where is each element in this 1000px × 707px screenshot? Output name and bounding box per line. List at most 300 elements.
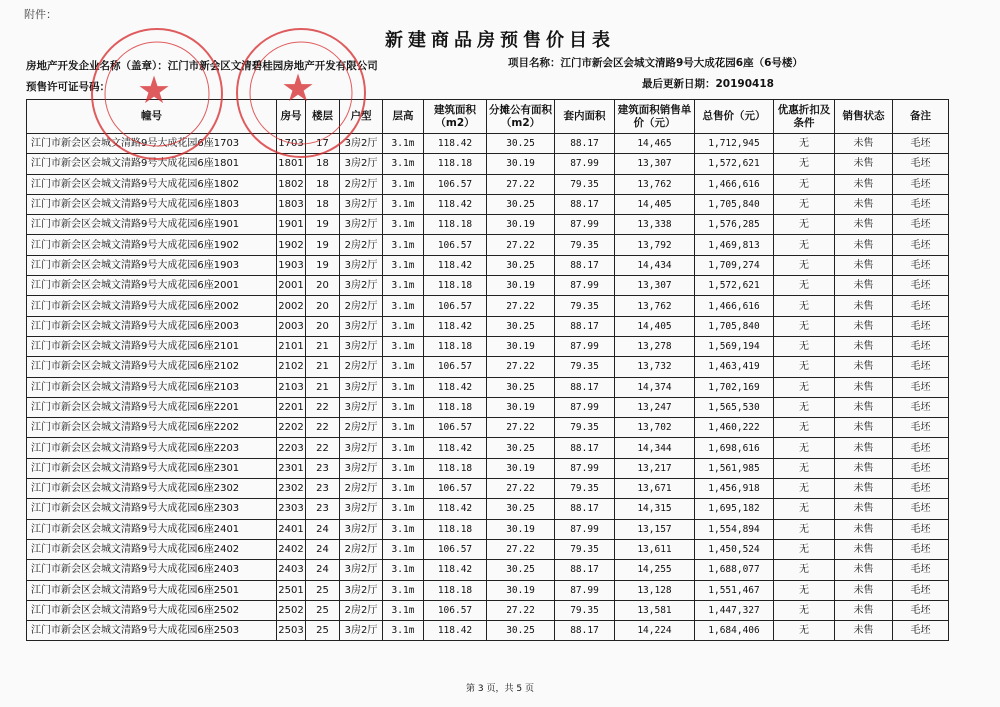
table-cell: 未售 (835, 296, 893, 316)
table-cell: 江门市新会区会城文清路9号大成花园6座2202 (27, 418, 277, 438)
table-cell: 27.22 (487, 174, 555, 194)
table-cell: 未售 (835, 134, 893, 154)
table-cell: 2房2厅 (340, 235, 383, 255)
table-cell: 30.25 (487, 560, 555, 580)
table-cell: 无 (774, 418, 835, 438)
permit-line (26, 79, 110, 94)
table-cell: 无 (774, 580, 835, 600)
table-row (27, 397, 949, 417)
table-cell: 14,255 (615, 560, 695, 580)
table-row (27, 621, 949, 641)
table-cell: 未售 (835, 418, 893, 438)
column-header: 套内面积 (555, 100, 615, 134)
table-cell: 118.18 (424, 519, 487, 539)
table-cell: 江门市新会区会城文清路9号大成花园6座2203 (27, 438, 277, 458)
table-cell: 3.1m (383, 539, 424, 559)
table-cell: 1,561,985 (695, 458, 774, 478)
table-cell: 2房2厅 (340, 479, 383, 499)
table-cell: 79.35 (555, 296, 615, 316)
table-cell: 2203 (277, 438, 306, 458)
table-cell: 87.99 (555, 458, 615, 478)
table-cell: 106.57 (424, 600, 487, 620)
table-cell: 2102 (277, 357, 306, 377)
table-cell: 14,374 (615, 377, 695, 397)
table-cell: 3.1m (383, 418, 424, 438)
table-cell: 88.17 (555, 560, 615, 580)
column-header: 优惠折扣及条件 (774, 100, 835, 134)
table-cell: 无 (774, 438, 835, 458)
table-cell: 3.1m (383, 154, 424, 174)
table-cell: 3.1m (383, 235, 424, 255)
table-cell: 1,466,616 (695, 296, 774, 316)
table-row (27, 539, 949, 559)
table-cell: 无 (774, 255, 835, 275)
table-cell: 22 (306, 397, 340, 417)
table-cell: 30.19 (487, 458, 555, 478)
table-cell: 118.42 (424, 134, 487, 154)
table-cell: 1,565,530 (695, 397, 774, 417)
table-cell: 19 (306, 235, 340, 255)
table-cell: 3房2厅 (340, 134, 383, 154)
column-header: 建筑面积销售单价（元） (615, 100, 695, 134)
table-cell: 2房2厅 (340, 174, 383, 194)
table-row (27, 377, 949, 397)
table-cell: 毛坯 (893, 580, 949, 600)
table-cell: 106.57 (424, 479, 487, 499)
table-cell: 3房2厅 (340, 438, 383, 458)
table-cell: 未售 (835, 438, 893, 458)
table-cell: 13,671 (615, 479, 695, 499)
table-cell: 无 (774, 296, 835, 316)
table-cell: 30.19 (487, 580, 555, 600)
table-cell: 无 (774, 560, 835, 580)
table-cell: 30.25 (487, 194, 555, 214)
table-cell: 江门市新会区会城文清路9号大成花园6座2001 (27, 276, 277, 296)
table-cell: 87.99 (555, 276, 615, 296)
table-row (27, 134, 949, 154)
table-cell: 无 (774, 316, 835, 336)
table-cell: 2401 (277, 519, 306, 539)
table-cell: 30.19 (487, 215, 555, 235)
table-cell: 2403 (277, 560, 306, 580)
table-cell: 27.22 (487, 296, 555, 316)
table-cell: 79.35 (555, 235, 615, 255)
table-cell: 24 (306, 539, 340, 559)
table-cell: 22 (306, 418, 340, 438)
table-cell: 3房2厅 (340, 215, 383, 235)
table-cell: 3.1m (383, 519, 424, 539)
table-cell: 1902 (277, 235, 306, 255)
table-cell: 无 (774, 174, 835, 194)
column-header: 建筑面积（m2） (424, 100, 487, 134)
table-cell: 24 (306, 560, 340, 580)
table-cell: 1,712,945 (695, 134, 774, 154)
table-cell: 3房2厅 (340, 377, 383, 397)
table-cell: 无 (774, 215, 835, 235)
table-cell: 未售 (835, 621, 893, 641)
column-header: 销售状态 (835, 100, 893, 134)
table-cell: 无 (774, 519, 835, 539)
table-cell: 毛坯 (893, 458, 949, 478)
table-cell: 21 (306, 377, 340, 397)
table-cell: 无 (774, 235, 835, 255)
table-cell: 毛坯 (893, 316, 949, 336)
table-cell: 江门市新会区会城文清路9号大成花园6座2503 (27, 621, 277, 641)
table-cell: 未售 (835, 174, 893, 194)
table-cell: 20 (306, 316, 340, 336)
table-cell: 118.18 (424, 215, 487, 235)
table-cell: 88.17 (555, 499, 615, 519)
table-cell: 无 (774, 276, 835, 296)
table-cell: 2101 (277, 336, 306, 356)
table-cell: 1,450,524 (695, 539, 774, 559)
project-label: 项目名称： (508, 57, 561, 69)
table-cell: 2003 (277, 316, 306, 336)
table-cell: 87.99 (555, 215, 615, 235)
table-cell: 无 (774, 336, 835, 356)
table-row (27, 438, 949, 458)
table-cell: 毛坯 (893, 519, 949, 539)
table-cell: 17 (306, 134, 340, 154)
column-header: 户型 (340, 100, 383, 134)
table-cell: 江门市新会区会城文清路9号大成花园6座1903 (27, 255, 277, 275)
table-cell: 3.1m (383, 215, 424, 235)
table-cell: 江门市新会区会城文清路9号大成花园6座2101 (27, 336, 277, 356)
table-cell: 27.22 (487, 479, 555, 499)
table-cell: 1,466,616 (695, 174, 774, 194)
table-cell: 未售 (835, 479, 893, 499)
table-cell: 未售 (835, 316, 893, 336)
table-cell: 江门市新会区会城文清路9号大成花园6座2002 (27, 296, 277, 316)
project-name: 江门市新会区会城文清路9号大成花园6座（6号楼） (560, 57, 803, 69)
table-cell: 30.19 (487, 336, 555, 356)
table-cell: 无 (774, 499, 835, 519)
table-cell: 87.99 (555, 336, 615, 356)
table-cell: 3.1m (383, 357, 424, 377)
table-cell: 3房2厅 (340, 519, 383, 539)
table-row (27, 276, 949, 296)
table-cell: 88.17 (555, 194, 615, 214)
table-cell: 106.57 (424, 235, 487, 255)
table-cell: 未售 (835, 600, 893, 620)
table-cell: 27.22 (487, 539, 555, 559)
table-cell: 25 (306, 580, 340, 600)
table-cell: 江门市新会区会城文清路9号大成花园6座1803 (27, 194, 277, 214)
table-cell: 江门市新会区会城文清路9号大成花园6座2401 (27, 519, 277, 539)
table-cell: 21 (306, 357, 340, 377)
table-cell: 江门市新会区会城文清路9号大成花园6座2502 (27, 600, 277, 620)
table-cell: 2202 (277, 418, 306, 438)
table-cell: 毛坯 (893, 174, 949, 194)
table-cell: 1,684,406 (695, 621, 774, 641)
table-cell: 106.57 (424, 357, 487, 377)
column-header: 房号 (277, 100, 306, 134)
table-cell: 无 (774, 621, 835, 641)
developer-line (26, 58, 378, 73)
table-cell: 江门市新会区会城文清路9号大成花园6座2303 (27, 499, 277, 519)
table-row (27, 255, 949, 275)
table-cell: 23 (306, 499, 340, 519)
table-cell: 14,405 (615, 194, 695, 214)
table-cell: 13,278 (615, 336, 695, 356)
table-cell: 2002 (277, 296, 306, 316)
table-cell: 79.35 (555, 174, 615, 194)
table-cell: 3.1m (383, 499, 424, 519)
table-cell: 1703 (277, 134, 306, 154)
table-cell: 1901 (277, 215, 306, 235)
table-cell: 88.17 (555, 134, 615, 154)
table-cell: 1,576,285 (695, 215, 774, 235)
table-cell: 3.1m (383, 621, 424, 641)
table-cell: 1,572,621 (695, 154, 774, 174)
table-cell: 毛坯 (893, 255, 949, 275)
table-cell: 1903 (277, 255, 306, 275)
star-icon: ★ (281, 66, 316, 110)
table-cell: 3.1m (383, 397, 424, 417)
table-cell: 79.35 (555, 357, 615, 377)
table-cell: 江门市新会区会城文清路9号大成花园6座2301 (27, 458, 277, 478)
table-cell: 毛坯 (893, 357, 949, 377)
table-row (27, 560, 949, 580)
updated-date: 20190418 (715, 78, 774, 90)
table-cell: 23 (306, 458, 340, 478)
table-cell: 1,709,274 (695, 255, 774, 275)
table-row (27, 316, 949, 336)
table-cell: 1,569,194 (695, 336, 774, 356)
table-cell: 13,157 (615, 519, 695, 539)
table-cell: 未售 (835, 276, 893, 296)
table-cell: 1,456,918 (695, 479, 774, 499)
table-cell: 3房2厅 (340, 255, 383, 275)
table-cell: 毛坯 (893, 621, 949, 641)
table-cell: 未售 (835, 235, 893, 255)
table-cell: 1,688,077 (695, 560, 774, 580)
table-cell: 江门市新会区会城文清路9号大成花园6座1802 (27, 174, 277, 194)
table-header-row (27, 100, 949, 134)
table-cell: 118.18 (424, 397, 487, 417)
table-cell: 毛坯 (893, 438, 949, 458)
table-cell: 1801 (277, 154, 306, 174)
table-cell: 江门市新会区会城文清路9号大成花园6座2102 (27, 357, 277, 377)
table-cell: 江门市新会区会城文清路9号大成花园6座2201 (27, 397, 277, 417)
table-cell: 3房2厅 (340, 194, 383, 214)
table-cell: 18 (306, 194, 340, 214)
table-cell: 无 (774, 134, 835, 154)
table-row (27, 336, 949, 356)
table-cell: 江门市新会区会城文清路9号大成花园6座1703 (27, 134, 277, 154)
table-cell: 3房2厅 (340, 458, 383, 478)
table-cell: 87.99 (555, 154, 615, 174)
table-cell: 未售 (835, 539, 893, 559)
table-cell: 19 (306, 215, 340, 235)
table-cell: 毛坯 (893, 397, 949, 417)
table-row (27, 479, 949, 499)
table-cell: 14,405 (615, 316, 695, 336)
table-cell: 未售 (835, 215, 893, 235)
table-cell: 毛坯 (893, 134, 949, 154)
table-cell: 未售 (835, 154, 893, 174)
table-row (27, 194, 949, 214)
table-cell: 2402 (277, 539, 306, 559)
table-cell: 30.25 (487, 316, 555, 336)
table-cell: 毛坯 (893, 418, 949, 438)
table-cell: 118.18 (424, 154, 487, 174)
table-cell: 未售 (835, 458, 893, 478)
table-cell: 2201 (277, 397, 306, 417)
table-cell: 14,434 (615, 255, 695, 275)
table-row (27, 235, 949, 255)
table-cell: 3房2厅 (340, 336, 383, 356)
table-cell: 79.35 (555, 539, 615, 559)
table-cell: 20 (306, 276, 340, 296)
table-row (27, 499, 949, 519)
table-cell: 1,447,327 (695, 600, 774, 620)
table-cell: 13,247 (615, 397, 695, 417)
updated-label: 最后更新日期： (642, 78, 716, 90)
table-cell: 106.57 (424, 539, 487, 559)
table-row (27, 519, 949, 539)
table-cell: 3.1m (383, 438, 424, 458)
table-cell: 30.25 (487, 377, 555, 397)
table-cell: 3.1m (383, 560, 424, 580)
table-cell: 30.25 (487, 255, 555, 275)
table-cell: 23 (306, 479, 340, 499)
table-cell: 3房2厅 (340, 276, 383, 296)
table-cell: 3.1m (383, 194, 424, 214)
column-header: 楼层 (306, 100, 340, 134)
table-cell: 14,344 (615, 438, 695, 458)
table-cell: 毛坯 (893, 194, 949, 214)
table-cell: 13,732 (615, 357, 695, 377)
table-cell: 3.1m (383, 336, 424, 356)
table-cell: 1,460,222 (695, 418, 774, 438)
table-cell: 118.42 (424, 194, 487, 214)
table-cell: 3房2厅 (340, 154, 383, 174)
table-cell: 毛坯 (893, 276, 949, 296)
table-cell: 3.1m (383, 134, 424, 154)
table-row (27, 215, 949, 235)
table-cell: 30.25 (487, 621, 555, 641)
table-cell: 毛坯 (893, 154, 949, 174)
table-cell: 13,611 (615, 539, 695, 559)
table-cell: 无 (774, 397, 835, 417)
table-cell: 1,695,182 (695, 499, 774, 519)
table-cell: 未售 (835, 580, 893, 600)
table-cell: 118.18 (424, 580, 487, 600)
table-cell: 88.17 (555, 377, 615, 397)
table-cell: 毛坯 (893, 235, 949, 255)
table-cell: 未售 (835, 519, 893, 539)
table-cell: 88.17 (555, 316, 615, 336)
table-cell: 1,554,894 (695, 519, 774, 539)
table-row (27, 600, 949, 620)
table-cell: 1,698,616 (695, 438, 774, 458)
table-cell: 3房2厅 (340, 316, 383, 336)
table-cell: 2房2厅 (340, 357, 383, 377)
table-body (27, 134, 949, 641)
table-cell: 毛坯 (893, 215, 949, 235)
table-cell: 3.1m (383, 276, 424, 296)
table-cell: 1,702,169 (695, 377, 774, 397)
table-cell: 未售 (835, 194, 893, 214)
table-cell: 87.99 (555, 519, 615, 539)
developer-label: 房地产开发企业名称（盖章）： (26, 60, 168, 72)
developer-name: 江门市新会区文清碧桂园房地产开发有限公司 (167, 60, 378, 72)
table-cell: 13,128 (615, 580, 695, 600)
table-cell: 2301 (277, 458, 306, 478)
table-cell: 2103 (277, 377, 306, 397)
table-cell: 13,762 (615, 174, 695, 194)
table-cell: 江门市新会区会城文清路9号大成花园6座1902 (27, 235, 277, 255)
table-cell: 24 (306, 519, 340, 539)
permit-label: 预售许可证号码： (26, 81, 110, 93)
table-cell: 25 (306, 600, 340, 620)
table-cell: 3房2厅 (340, 560, 383, 580)
table-cell: 江门市新会区会城文清路9号大成花园6座2501 (27, 580, 277, 600)
table-cell: 79.35 (555, 418, 615, 438)
table-cell: 22 (306, 438, 340, 458)
table-cell: 30.25 (487, 438, 555, 458)
table-cell: 118.42 (424, 438, 487, 458)
table-cell: 18 (306, 174, 340, 194)
table-cell: 3.1m (383, 255, 424, 275)
table-cell: 2502 (277, 600, 306, 620)
table-cell: 20 (306, 296, 340, 316)
table-cell: 无 (774, 479, 835, 499)
table-cell: 118.42 (424, 499, 487, 519)
table-cell: 无 (774, 154, 835, 174)
table-cell: 1,469,813 (695, 235, 774, 255)
table-cell: 106.57 (424, 296, 487, 316)
table-cell: 1,705,840 (695, 316, 774, 336)
table-cell: 1,551,467 (695, 580, 774, 600)
table-cell: 未售 (835, 499, 893, 519)
table-cell: 江门市新会区会城文清路9号大成花园6座1901 (27, 215, 277, 235)
table-cell: 毛坯 (893, 600, 949, 620)
table-cell: 未售 (835, 377, 893, 397)
table-cell: 2房2厅 (340, 600, 383, 620)
table-cell: 14,465 (615, 134, 695, 154)
table-cell: 13,338 (615, 215, 695, 235)
table-cell: 2房2厅 (340, 296, 383, 316)
table-cell: 未售 (835, 357, 893, 377)
table-cell: 2房2厅 (340, 418, 383, 438)
table-cell: 3.1m (383, 479, 424, 499)
table-cell: 13,792 (615, 235, 695, 255)
table-cell: 毛坯 (893, 336, 949, 356)
table-cell: 2303 (277, 499, 306, 519)
table-cell: 25 (306, 621, 340, 641)
table-cell: 118.42 (424, 621, 487, 641)
table-cell: 毛坯 (893, 560, 949, 580)
table-cell: 2001 (277, 276, 306, 296)
table-cell: 14,224 (615, 621, 695, 641)
table-cell: 2302 (277, 479, 306, 499)
column-header: 总售价（元） (695, 100, 774, 134)
table-cell: 江门市新会区会城文清路9号大成花园6座1801 (27, 154, 277, 174)
table-cell: 毛坯 (893, 479, 949, 499)
table-cell: 21 (306, 336, 340, 356)
table-cell: 27.22 (487, 235, 555, 255)
table-cell: 79.35 (555, 479, 615, 499)
table-cell: 3房2厅 (340, 499, 383, 519)
table-cell: 13,581 (615, 600, 695, 620)
table-cell: 3.1m (383, 458, 424, 478)
table-row (27, 174, 949, 194)
table-cell: 1,463,419 (695, 357, 774, 377)
table-cell: 无 (774, 377, 835, 397)
table-cell: 87.99 (555, 397, 615, 417)
